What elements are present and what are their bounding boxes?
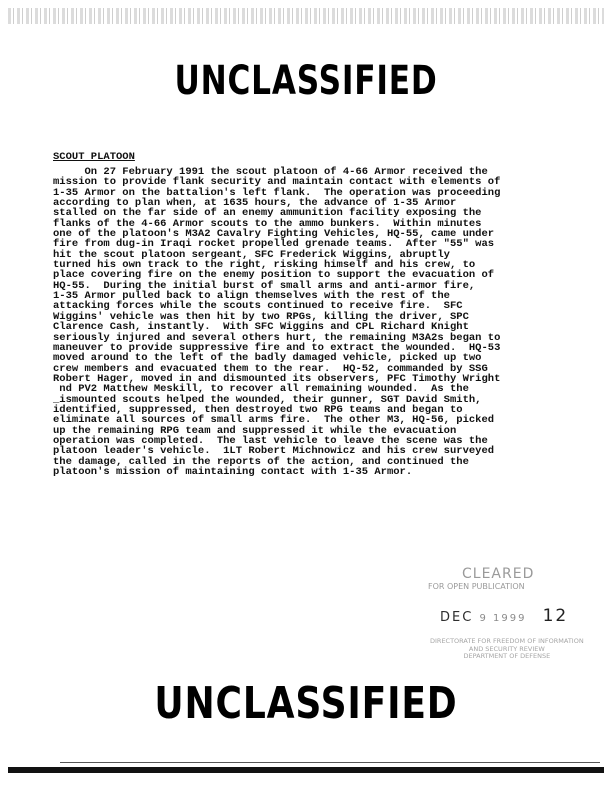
classification-stamp-top: UNCLASSIFIED — [174, 58, 438, 104]
directorate-line: DIRECTORATE FOR FREEDOM OF INFORMATION — [430, 637, 584, 645]
body-line: moved around to the left of the badly damaged vehicle, picked up two — [53, 352, 482, 365]
body-line: On 27 February 1991 the scout platoon of 4-66 Armor received the — [53, 166, 488, 178]
body-line: nd PV2 Matthew Meskill, to recover all remaining wounded. As the — [53, 383, 469, 396]
scan-artifact-bottom — [8, 767, 604, 773]
body-line: flanks of the 4-66 Armor scouts to the ammo bunkers. Within minutes — [53, 217, 482, 230]
directorate-line: DEPARTMENT OF DEFENSE — [463, 652, 551, 660]
body-line: Robert Hager, moved in and dismounted its observers, PFC Timothy Wright — [53, 372, 501, 385]
body-line: Wiggins' vehicle was then hit by two RPGs, killing the driver, SPC — [53, 310, 469, 323]
body-line: seriously injured and several others hurt, the remaining M3A2s began to — [53, 331, 501, 344]
body-line: Clarence Cash, instantly. With SFC Wiggins and CPL Richard Knight — [53, 321, 469, 334]
body-line: attacking forces while the scouts continued to receive fire. SFC — [53, 300, 463, 313]
release-date-day: 9 1999 — [479, 613, 527, 624]
body-line: HQ-55. During the initial burst of small arms and anti-armor fire, — [53, 279, 476, 292]
body-line: place covering fire on the enemy position to support the evacuation of — [53, 269, 495, 282]
body-line: _ismounted scouts helped the wounded, their gunner, SGT David Smith, — [53, 393, 482, 406]
body-line: crew members and evacuated them to the rear. HQ-52, commanded by SSG — [53, 362, 488, 375]
body-line: maneuver to provide suppressive fire and to extract the wounded. HQ-53 — [53, 341, 501, 354]
scan-artifact-top — [8, 8, 604, 24]
directorate-line: AND SECURITY REVIEW — [468, 644, 545, 653]
body-line: mission to provide flank security and maintain contact with elements of — [53, 176, 501, 189]
body-line: operation was completed. The last vehicle to leave the scene was the — [53, 434, 488, 447]
release-date-month: DEC — [440, 610, 474, 625]
open-publication-stamp: FOR OPEN PUBLICATION — [428, 582, 525, 591]
body-line: eliminate all sources of small arms fire. The other M3, HQ-56, picked — [53, 414, 495, 427]
body-line: up the remaining RPG team and suppressed it while the evacuation — [53, 424, 457, 437]
body-line: identified, suppressed, then destroyed two RPG teams and began to — [53, 403, 463, 416]
body-line: according to plan when, at 1635 hours, the advance of 1-35 Armor — [53, 197, 457, 210]
release-number: 12 — [542, 606, 569, 626]
body-line: hit the scout platoon sergeant, SFC Frederick Wiggins, abruptly — [53, 248, 450, 261]
body-line: platoon leader's vehicle. 1LT Robert Michnowicz and his crew surveyed — [53, 445, 495, 458]
section-heading: SCOUT PLATOON — [53, 151, 135, 163]
body-line: one of the platoon's M3A2 Cavalry Fighting Vehicles, HQ-55, came under — [53, 228, 495, 241]
body-line: 1-35 Armor on the battalion's left flank. The operation was proceeding — [53, 186, 501, 199]
classification-stamp-bottom: UNCLASSIFIED — [154, 678, 458, 729]
body-line: stalled on the far side of an enemy ammunition facility exposing the — [53, 207, 482, 220]
body-line: fire from dug-in Iraqi rocket propelled grenade teams. After "55" was — [53, 238, 495, 251]
scan-artifact-bottom-thin — [60, 762, 600, 763]
body-line: turned his own track to the right, risking himself and his crew, to — [53, 259, 476, 272]
release-date — [440, 606, 568, 626]
cleared-stamp: CLEARED — [462, 566, 535, 582]
body-line: the damage, called in the reports of the action, and continued the — [53, 455, 469, 468]
body-line: 1-35 Armor pulled back to align themselves with the rest of the — [53, 290, 450, 303]
directorate-stamp — [430, 638, 584, 661]
body-line: platoon's mission of maintaining contact with 1-35 Armor. — [53, 465, 413, 478]
narrative-body — [53, 167, 563, 477]
